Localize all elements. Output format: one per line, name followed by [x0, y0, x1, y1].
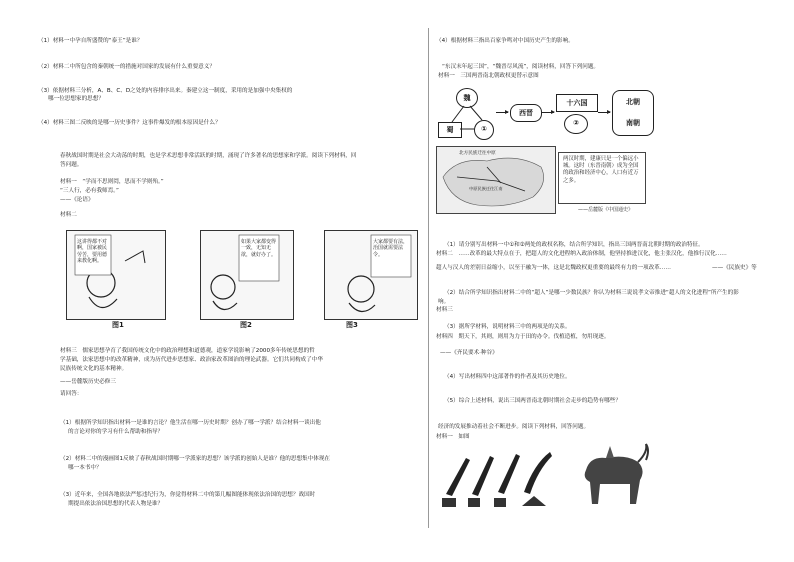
cartoon-2-speech: 如果大家都变得一致，无知无欲，就好办了。: [241, 239, 277, 258]
material-3-line1: 材料三 儒家思想孕育了我国传统文化中的政治理想和道德观，道家学说影响了2000多年传统思想的哲: [60, 348, 315, 354]
material-2-text-2: 超人与汉人的差别日益缩小，以至于融为一体，这是北魏政权更重要的最终有力的一项改革……: [436, 265, 671, 271]
sub-question-2-line2: 响。: [438, 299, 450, 305]
question-4-right: （4）根据材料三指出百家争鸣对中国历史产生的影响。: [436, 38, 574, 44]
node-beichao-label: 北朝: [626, 98, 640, 106]
question-3-line1: （3）依据材料三分析，A、B、C、D之处的内容排序出来。秦建立这一制度，采用的是加强中央集权的: [38, 88, 293, 94]
quote-source: ——岳麓版《中国通史》: [578, 207, 634, 213]
material-4-text: 材料四 期天下，其则，则用为力于田的办令。伐植造植，勿用现逐。: [436, 334, 610, 340]
material-1-line2: “三人行，必有我师焉。”: [60, 188, 119, 194]
quote-box: 两汉时期，建康只是一个偏远小城。这时（东晋南朝）成为全国的政治和经济中心，人口有近万之多。: [558, 152, 646, 204]
material-4-source: ——《齐民要术·种谷》: [440, 350, 498, 356]
cartoon-1-speech: 这讲得都不对啊，国家被民劳苦，要用德来教化啊。: [77, 239, 108, 265]
material-3-label-right: 材料三: [436, 307, 453, 313]
map-title: 北方民族迁往中原: [459, 151, 496, 156]
material-1-figure-label: 材料一 如图: [436, 434, 470, 440]
node-nanchao-label: 南朝: [626, 119, 640, 127]
figure-1-label: 图1: [112, 321, 124, 329]
material-1-source: ——《论语》: [60, 197, 94, 203]
cartoon-1: [66, 230, 166, 320]
material-2-label: 材料二: [60, 212, 77, 218]
iron-tools-figure: [438, 444, 568, 512]
cartoon-3-speech: 大家都要有法，治国就需要法令。: [373, 239, 409, 258]
material-3-line3: 民族传统文化的基本精神。: [60, 366, 128, 372]
material-1-title: 材料一 三国两晋南北朝政权更替示意图: [438, 73, 539, 79]
material-3-line2: 学基础，法家思想中的改革精神，成为历代进步思想家、政治家改革图治的理论武器。它们共同构成了中华: [60, 357, 323, 363]
reply-1-line2: 的言论对你的学习有什么帮助和指导？: [68, 429, 164, 435]
map-label-south: 中原民族迁往江南: [469, 186, 503, 191]
section-2-intro: “东汉末年起三国”，“魏晋尽风流”，阅读材料，回答下列问题。: [442, 64, 600, 70]
column-divider: [428, 28, 429, 528]
sub-question-1: （1）请分别写出材料一中①和②两处的政权名称，结合所学知识，指出三国两晋南北朝时期的政治特征。: [444, 242, 704, 248]
section-intro-line2: 答问题。: [60, 162, 83, 168]
question-1: （1）材料一中孕自所盛赞的“泰王”是谁？: [38, 38, 143, 44]
material-2-text-1: 材料二 ……改革的最大特点在于，把超人的文化进程纳入政治体制，他坚持推进汉化，他主张汉化，他推行汉化……: [436, 251, 727, 257]
section-3-intro: 经济的发展推动着社会不断进步。阅读下列材料，回答问题。: [438, 424, 590, 430]
reply-3-line2: 期提出依法治国思想的代表人物是谁？: [68, 501, 164, 507]
reply-3-line1: （3）近年来，全国各地依法严惩违纪行为，你觉得材料二中的第几幅图能体现依法治国的思想？战国时: [60, 492, 316, 498]
sub-question-3: （3）据所学材料，说明材料三中的两项是的关系。: [444, 324, 571, 330]
answer-prompt: 请回答：: [60, 391, 83, 397]
figure-2-label: 图2: [240, 321, 252, 329]
flow-arrow-3: [598, 112, 610, 113]
sub-question-5: （5）综合上述材料，说出三国两晋南北朝时期社会走步的趋势有哪些？: [444, 398, 621, 404]
sub-question-2-line1: （2）结合所学知识指出材料二中的“超人”是哪一少数民族？你认为材料三说说孝文帝推进“超人的文化进程”所产生的影: [444, 290, 739, 296]
bronze-ox-figure: [576, 440, 652, 510]
migration-map-drawing: [437, 147, 555, 213]
reply-2-line1: （2）材料二中的漫画图1反映了春秋战国时期哪一学派家的思想？该学派的创始人是谁？他的思想集中体现在: [60, 456, 331, 462]
node-shu-label: 蜀: [446, 126, 454, 134]
section-intro-line1: 春秋战国时期是社会大动荡的时期，也是学术思想非常活跃的时期，涌现了许多著名的思想家和学派。阅读下列材料，回: [60, 153, 357, 159]
material-3-source: ——岳麓版历史必修三: [60, 379, 116, 385]
node-shiliu-label: 十六国: [566, 99, 588, 107]
figure-3-label: 图3: [346, 321, 358, 329]
node-circle-2-label: ②: [573, 119, 579, 127]
flow-connectors: [436, 0, 776, 150]
question-2: （2）材料二中所包含的秦朝统一的措施对国家的发展有什么重要意义？: [38, 64, 215, 70]
node-circle-1-label: ①: [481, 125, 487, 133]
material-2-source: ——《民族史》等: [712, 265, 757, 271]
flow-arrow-1: [496, 112, 508, 113]
node-wei-label: 魏: [463, 94, 471, 102]
question-3-line2: 哪一位思想家的思想？: [48, 96, 104, 102]
sub-question-4: （4）写出材料四中这部著作的作者及其历史地位。: [444, 374, 571, 380]
reply-1-line1: （1）根据所学知识指出材料一是谁的言论？他生活在哪一历史时期？创办了哪一学派？结合材料一谈出他: [60, 420, 321, 426]
node-xijin-label: 西晋: [519, 109, 533, 117]
migration-map: [436, 146, 556, 214]
cartoon-3: [324, 230, 418, 320]
cartoon-2: [200, 230, 294, 320]
question-4: （4）材料三图二反映的是哪一历史事件？这事件爆发的根本原因是什么？: [38, 120, 221, 126]
flow-arrow-2: [542, 112, 554, 113]
reply-2-line2: 哪一本书中？: [68, 465, 102, 471]
material-1-line1: 材料一 “学而不思则罔，思而不学则殆。”: [60, 179, 164, 185]
